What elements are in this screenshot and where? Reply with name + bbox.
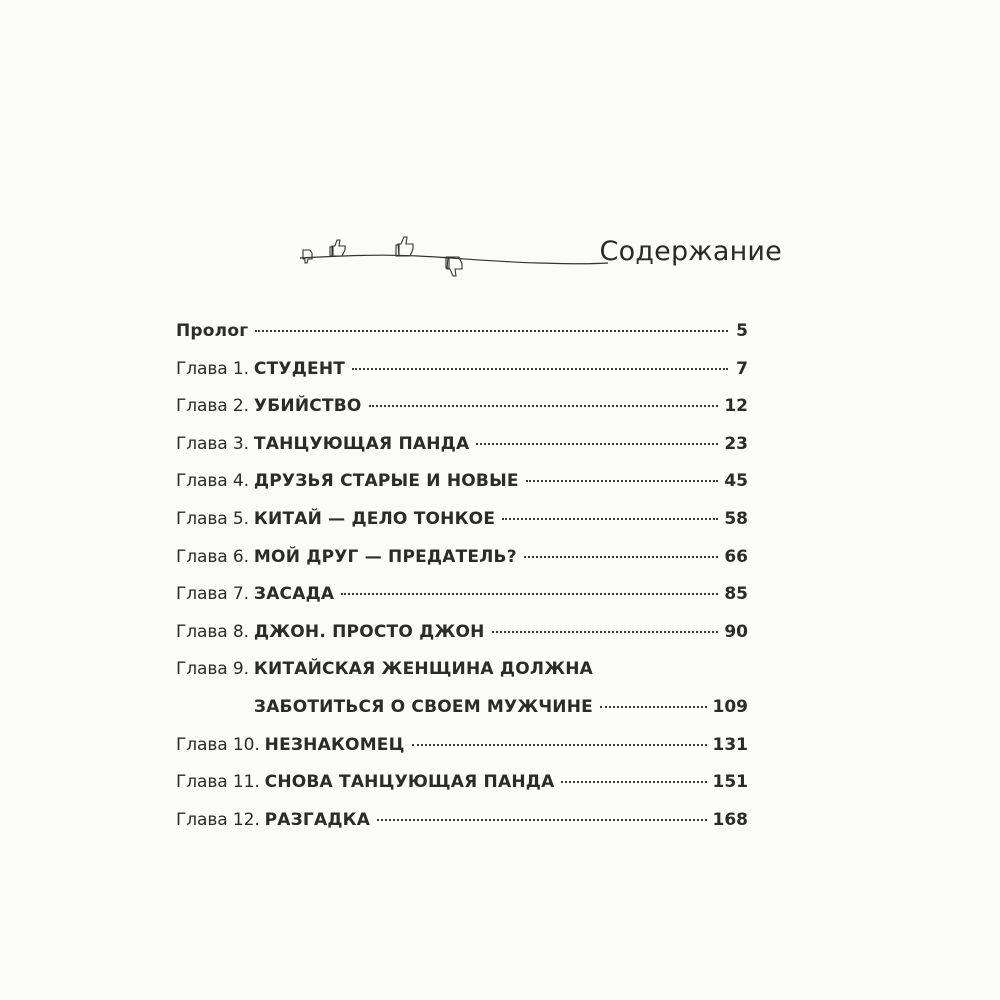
chapter-number: Глава 1. xyxy=(176,358,249,379)
chapter-title: Пролог xyxy=(176,321,249,341)
chapter-number: Глава 6. xyxy=(176,546,249,567)
toc-entry[interactable] xyxy=(176,576,748,614)
toc-entry[interactable] xyxy=(176,313,748,351)
dot-leader xyxy=(255,329,728,332)
toc-entry[interactable] xyxy=(176,388,748,426)
dot-leader xyxy=(341,592,718,595)
dot-leader xyxy=(369,404,719,407)
chapter-number: Глава 4. xyxy=(176,471,249,492)
page-number: 58 xyxy=(724,508,748,529)
chapter-number: Глава 11. xyxy=(176,772,260,793)
page-number: 151 xyxy=(712,772,748,793)
chapter-number: Глава 8. xyxy=(176,621,249,642)
dot-leader xyxy=(412,743,707,746)
toc-entry[interactable] xyxy=(176,351,748,389)
chapter-title: НЕЗНАКОМЕЦ xyxy=(264,734,405,755)
toc-header xyxy=(298,232,788,280)
chapter-title: СНОВА ТАНЦУЮЩАЯ ПАНДА xyxy=(264,772,555,793)
chapter-number: Глава 5. xyxy=(176,508,249,529)
toc-entry[interactable] xyxy=(176,463,748,501)
toc-entry[interactable] xyxy=(176,651,748,726)
chapter-title-line2: ЗАБОТИТЬСЯ О СВОЕМ МУЖЧИНЕ xyxy=(253,696,593,717)
chapter-title: РАЗГАДКА xyxy=(264,809,371,830)
chapter-title: УБИЙСТВО xyxy=(253,396,362,417)
page-number: 45 xyxy=(724,471,748,492)
dot-leader xyxy=(600,705,707,708)
dot-leader xyxy=(492,630,719,633)
dot-leader xyxy=(526,479,719,482)
chapter-number: Глава 2. xyxy=(176,396,249,417)
dot-leader xyxy=(377,818,706,821)
page-title: Содержание xyxy=(599,236,782,267)
toc-entry[interactable] xyxy=(176,614,748,652)
page-number: 66 xyxy=(724,546,748,567)
page-number: 5 xyxy=(736,321,748,341)
chapter-title: КИТАЙСКАЯ ЖЕНЩИНА ДОЛЖНА xyxy=(253,659,593,680)
toc-list xyxy=(176,313,748,839)
chapter-title-block xyxy=(254,651,748,726)
page-number: 90 xyxy=(724,621,748,642)
chapter-title: МОЙ ДРУГ — ПРЕДАТЕЛЬ? xyxy=(253,546,517,567)
thumb-up-icon xyxy=(330,240,345,256)
chapter-title: КИТАЙ — ДЕЛО ТОНКОЕ xyxy=(253,508,496,529)
chapter-number: Глава 12. xyxy=(176,809,260,830)
header-decoration xyxy=(298,232,608,280)
thumb-up-icon xyxy=(396,237,413,256)
chapter-title: ДЖОН. ПРОСТО ДЖОН xyxy=(253,621,485,642)
dot-leader xyxy=(476,442,718,445)
toc-entry[interactable] xyxy=(176,802,748,840)
thumb-down-icon xyxy=(446,257,462,276)
page-number: 131 xyxy=(712,734,748,755)
dot-leader xyxy=(524,555,719,558)
page-number: 109 xyxy=(712,696,748,717)
chapter-title: ЗАСАДА xyxy=(253,584,335,605)
chapter-number: Глава 3. xyxy=(176,433,249,454)
page-number: 12 xyxy=(724,396,748,417)
page-number: 7 xyxy=(736,358,748,379)
toc-entry[interactable] xyxy=(176,727,748,765)
chapter-title-line2-row xyxy=(254,689,748,727)
toc-entry[interactable] xyxy=(176,501,748,539)
chapter-number: Глава 10. xyxy=(176,734,260,755)
dot-leader xyxy=(561,780,706,783)
chapter-number: Глава 9. xyxy=(176,659,249,680)
page-number: 168 xyxy=(712,809,748,830)
toc-entry[interactable] xyxy=(176,764,748,802)
thumb-down-icon xyxy=(303,250,312,263)
chapter-title: ДРУЗЬЯ СТАРЫЕ И НОВЫЕ xyxy=(253,471,519,492)
toc-entry[interactable] xyxy=(176,539,748,577)
dot-leader xyxy=(502,517,718,520)
page-number: 85 xyxy=(724,584,748,605)
chapter-title: СТУДЕНТ xyxy=(253,358,346,379)
page-number: 23 xyxy=(724,433,748,454)
chapter-number: Глава 7. xyxy=(176,584,249,605)
toc-entry[interactable] xyxy=(176,426,748,464)
dot-leader xyxy=(352,367,728,370)
chapter-title: ТАНЦУЮЩАЯ ПАНДА xyxy=(253,433,470,454)
